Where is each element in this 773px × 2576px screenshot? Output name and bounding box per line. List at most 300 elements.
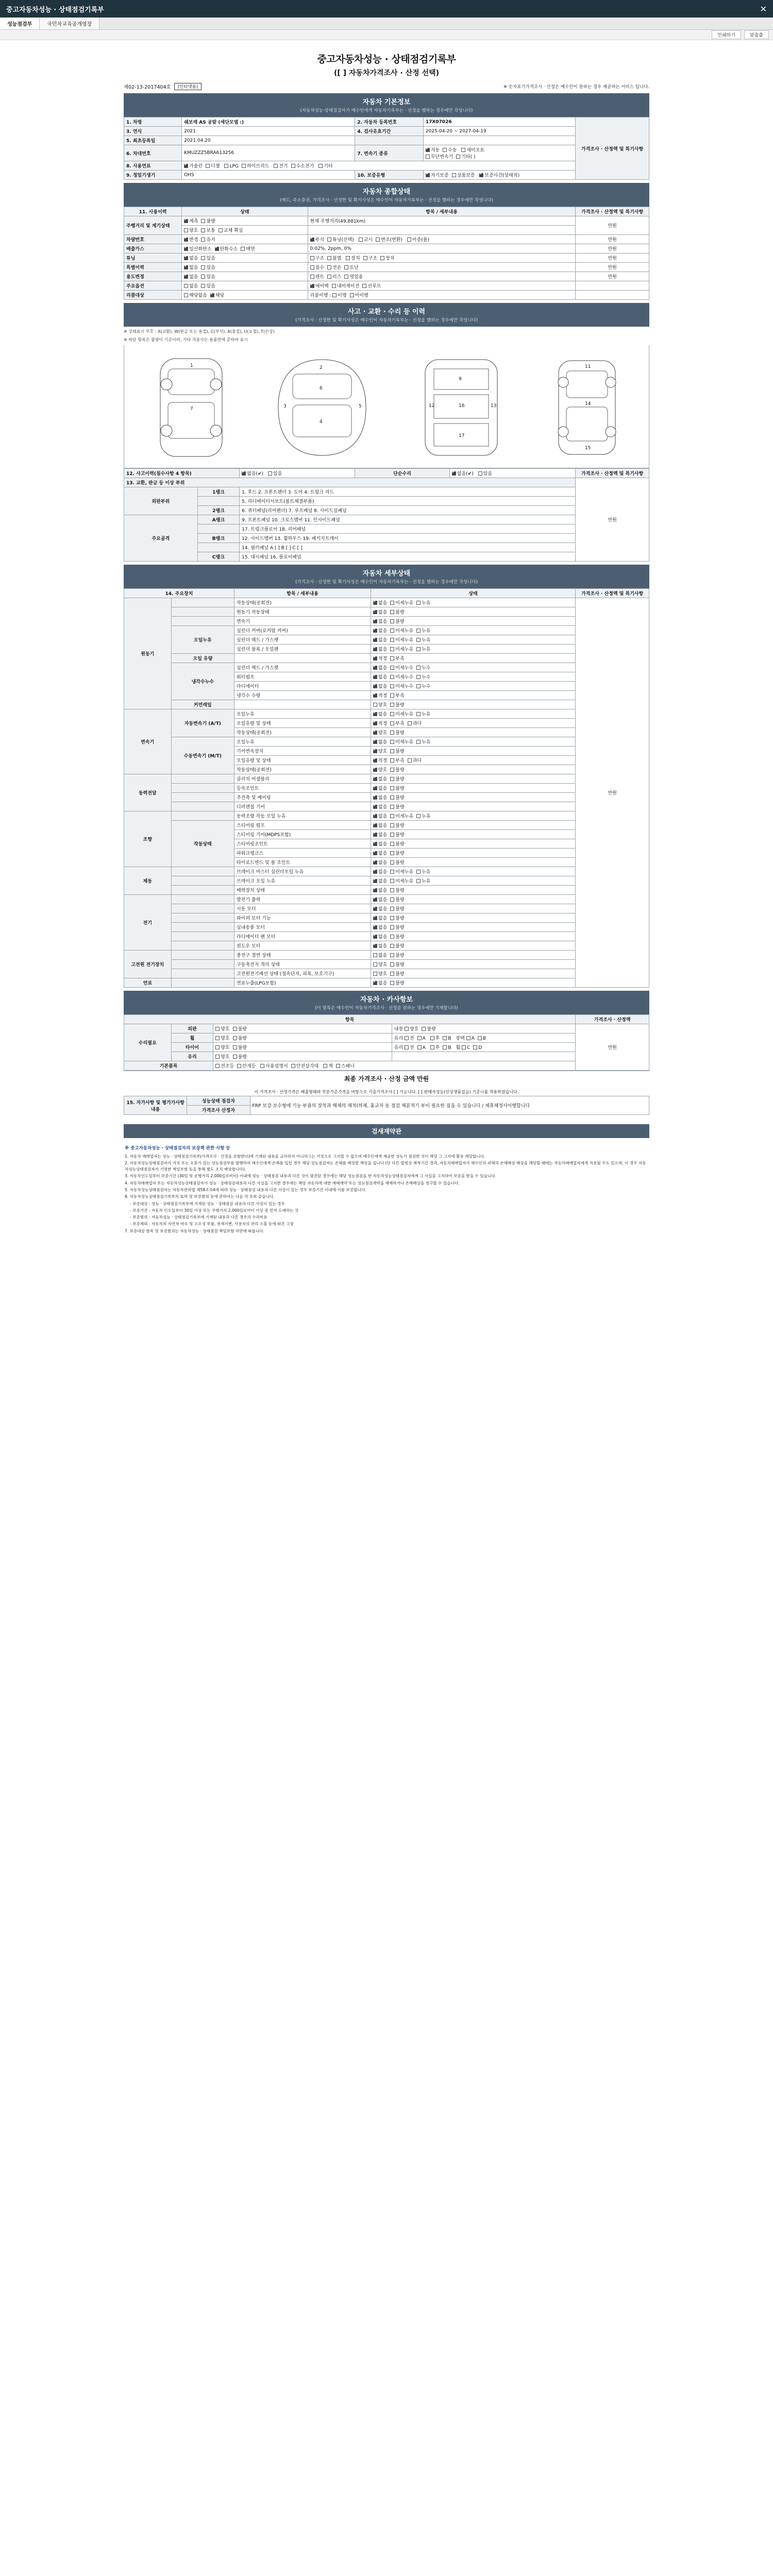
state-cell: [371, 747, 575, 756]
section-condition-header: [124, 565, 649, 588]
state-cell: [371, 672, 575, 682]
state-option[interactable]: 양호: [373, 701, 387, 708]
state-option[interactable]: ✔ 적정: [373, 692, 387, 699]
state-cell: [371, 904, 575, 913]
item-label: 작동상태(공회전): [234, 598, 371, 607]
state-option[interactable]: 미세누유: [390, 877, 413, 884]
state-option[interactable]: 누유: [416, 646, 430, 652]
state-option[interactable]: ✔ 양호: [373, 748, 387, 754]
row-label: 15. 자가사항 및 평가가사항 내용: [124, 1096, 187, 1115]
svg-text:7: 7: [190, 406, 193, 412]
checkbox-icon[interactable]: [373, 953, 377, 957]
checkbox-icon[interactable]: [373, 684, 377, 688]
checkbox-icon[interactable]: [373, 629, 377, 633]
fit-button[interactable]: 맞춤출: [744, 30, 769, 39]
checkbox-icon[interactable]: [390, 721, 394, 725]
checkbox-icon[interactable]: [416, 601, 421, 605]
state-option[interactable]: 불량: [390, 775, 404, 782]
state-option[interactable]: 미세누유: [390, 868, 413, 875]
checkbox-icon[interactable]: [390, 656, 394, 660]
state-option[interactable]: 미세누수: [390, 683, 413, 689]
checkbox-icon[interactable]: [373, 907, 377, 911]
checkbox-icon[interactable]: [416, 740, 421, 744]
sub-label: 가격조사 산정자: [187, 1106, 250, 1115]
state-option[interactable]: ✔ 없음: [373, 933, 387, 940]
checkbox-icon[interactable]: [390, 962, 394, 967]
state-option[interactable]: ✔ 양호: [373, 729, 387, 736]
checkbox-icon[interactable]: [373, 851, 377, 855]
state-option[interactable]: 불량: [390, 748, 404, 754]
checkbox-icon[interactable]: [416, 712, 421, 716]
state-option[interactable]: 불량: [390, 822, 404, 828]
state-option[interactable]: ✔ 적정: [373, 720, 387, 726]
state-option[interactable]: ✔ 없음: [373, 636, 387, 643]
state-option[interactable]: 불량: [390, 785, 404, 791]
state-option[interactable]: 불량: [390, 905, 404, 912]
checkbox-icon[interactable]: [373, 638, 377, 642]
checkbox-icon[interactable]: [373, 610, 377, 614]
group-label: 원동기: [124, 598, 172, 709]
state-option[interactable]: 불량: [390, 794, 404, 801]
item-label: 배력장치 상태: [234, 886, 371, 895]
checkbox-icon[interactable]: [390, 805, 394, 809]
item-label: 시동 모터: [234, 904, 371, 913]
checkbox-icon[interactable]: [390, 972, 394, 976]
checkbox-icon[interactable]: [373, 601, 377, 605]
state-cell: ✔ 변경 유지: [182, 235, 308, 244]
state-cell: [371, 691, 575, 700]
state-cell: [371, 895, 575, 904]
fuel-options: ✔ 가솔린 디젤 LPG 하이브리드 전기 수소전기 기타: [182, 161, 576, 171]
state-option[interactable]: ✔ 없음: [373, 710, 387, 717]
checkbox-icon[interactable]: [390, 777, 394, 781]
checkbox-icon[interactable]: [373, 842, 377, 846]
state-option[interactable]: 불량: [390, 979, 404, 986]
state-option[interactable]: 누유: [416, 868, 430, 875]
checkbox-icon[interactable]: [373, 897, 377, 902]
state-option[interactable]: ✔ 없음: [373, 673, 387, 680]
field-value: 2021.04.20: [182, 136, 355, 145]
state-option[interactable]: 부족: [390, 692, 404, 699]
field-value: 2021: [182, 127, 355, 136]
checkbox-icon[interactable]: [390, 712, 394, 716]
state-cell: [371, 719, 575, 728]
state-option[interactable]: 불량: [390, 850, 404, 856]
state-option[interactable]: ✔ 없음: [373, 979, 387, 986]
state-option[interactable]: ✔ 없음: [373, 859, 387, 866]
table-row: [124, 263, 649, 272]
state-option[interactable]: 미세누유: [390, 627, 413, 634]
sub-group-label: 오일누유: [171, 626, 234, 654]
state-option[interactable]: ✔ 없음: [373, 794, 387, 801]
table-row: [124, 654, 649, 663]
checkbox-icon[interactable]: [390, 740, 394, 744]
item-label: 실린더 헤드 / 가스켓: [234, 663, 371, 672]
state-option[interactable]: 불량: [390, 729, 404, 736]
state-option[interactable]: ✔ 없음: [373, 877, 387, 884]
checkbox-icon[interactable]: [390, 981, 394, 985]
table-row: [124, 802, 649, 811]
section-basic-header: [124, 93, 649, 117]
checkbox-icon[interactable]: [373, 731, 377, 735]
state-option[interactable]: ✔ 적정: [373, 655, 387, 662]
option-label: 없음(✔): [247, 471, 264, 477]
svg-text:14: 14: [585, 401, 591, 406]
section-title: 자동차 · 카사항보: [360, 996, 413, 1004]
checkbox-icon[interactable]: [390, 851, 394, 855]
checkbox-icon[interactable]: [390, 758, 394, 762]
checkbox-icon[interactable]: [390, 823, 394, 827]
state-option[interactable]: 누유: [416, 812, 430, 819]
checkbox-icon[interactable]: [373, 619, 377, 623]
state-option[interactable]: ✔ 없음: [373, 803, 387, 810]
checkbox-icon[interactable]: [408, 758, 412, 762]
state-option[interactable]: 미세누유: [390, 599, 413, 606]
checkbox-icon[interactable]: [390, 935, 394, 939]
checkbox-icon[interactable]: [390, 619, 394, 623]
checkbox-icon[interactable]: [390, 786, 394, 790]
state-option[interactable]: 미세누유: [390, 646, 413, 652]
legal-item: 5. 자동차성능상태점검자는 자동차관리법 제58조의4에 따라 성능 · 상태점검 내용과 다른 사실이 있는 경우 보증기간 이내에 이를 보증합니다.: [125, 1188, 366, 1192]
state-option[interactable]: ✔ 없음: [373, 905, 387, 912]
tier-label: 2랭크: [197, 506, 240, 515]
item-label: 연료누출(LPG포함): [234, 978, 371, 988]
table-row: [124, 1024, 649, 1033]
item-label: [234, 654, 371, 663]
section-accident-header: [124, 303, 649, 327]
option-label: 없음(✔): [457, 471, 474, 477]
simple-repair-label: 단순수리: [355, 469, 449, 478]
svg-text:12: 12: [428, 403, 435, 409]
state-option[interactable]: ✔ 없음: [373, 812, 387, 819]
state-option[interactable]: 불량: [390, 618, 404, 624]
checkbox-icon[interactable]: [390, 953, 394, 957]
checkbox-icon[interactable]: [390, 684, 394, 688]
checkbox-icon[interactable]: [373, 703, 377, 707]
state-option[interactable]: 누수: [416, 683, 430, 689]
state-option[interactable]: 불량: [390, 924, 404, 930]
state-cell: [371, 821, 575, 830]
state-option[interactable]: ✔ 없음: [373, 599, 387, 606]
item-label: [234, 700, 371, 709]
checkbox-icon[interactable]: [373, 833, 377, 837]
sub-group-label: 작동상태: [171, 821, 234, 867]
item-label: 라디에이터 팬 모터: [234, 932, 371, 941]
state-cell: ✔ 일산화탄소 ✔ 탄화수소 매연: [182, 244, 308, 253]
svg-text:15: 15: [585, 446, 591, 451]
tier-label: C랭크: [197, 552, 240, 562]
state-option[interactable]: ✔ 없음: [373, 822, 387, 828]
checkbox-icon[interactable]: [373, 749, 377, 753]
checkbox-icon[interactable]: [373, 916, 377, 920]
item-label: 변속기: [234, 617, 371, 626]
checkbox-icon[interactable]: [373, 860, 377, 865]
checkbox-icon[interactable]: [390, 749, 394, 753]
checkbox-icon[interactable]: [416, 638, 421, 642]
state-option[interactable]: 불량: [390, 952, 404, 958]
col-state: 상태: [182, 207, 308, 216]
checkbox-icon[interactable]: [390, 666, 394, 670]
state-option[interactable]: 미세누수: [390, 664, 413, 671]
state-option[interactable]: 누유: [416, 738, 430, 745]
state-option[interactable]: ✔ 없음: [373, 924, 387, 930]
field-label: 8. 사용연료: [124, 161, 182, 171]
legal-item: 1. 자동차 매매업자는 성능 · 상태점검기록부(가격조사 · 산정을 포함한다)에 기재된 내용을 교차하지 아니하고는 거짓으로 고지할 수 없으며 매수인에게 제공한 성능기 점검한 것이 해당 그 고지에 활용 해당합니다.: [125, 1154, 485, 1159]
checkbox-icon[interactable]: [373, 666, 377, 670]
svg-text:13: 13: [490, 403, 497, 409]
checkbox-icon[interactable]: [373, 786, 377, 790]
state-option[interactable]: 부족: [390, 655, 404, 662]
state-cell: [371, 709, 575, 719]
price-note: 만원: [576, 216, 649, 235]
state-cell: [371, 784, 575, 793]
state-option[interactable]: 불량: [390, 887, 404, 893]
checkbox-icon[interactable]: [416, 629, 421, 633]
checkbox-icon[interactable]: [373, 870, 377, 874]
checkbox-icon[interactable]: [416, 870, 421, 874]
state-option[interactable]: 불량: [390, 970, 404, 977]
right-label: 내장: [394, 1027, 404, 1032]
checkbox-icon[interactable]: [373, 777, 377, 781]
print-button[interactable]: 인쇄하기: [712, 30, 741, 39]
checkbox-icon[interactable]: [390, 703, 394, 707]
state-cell: [371, 867, 575, 876]
checkbox-icon[interactable]: [373, 944, 377, 948]
car-diagram-row: [124, 350, 649, 465]
checkbox-icon[interactable]: [373, 814, 377, 818]
tier-label: 1랭크: [197, 487, 240, 497]
state-option[interactable]: 없음: [373, 952, 387, 958]
checkbox-icon[interactable]: [390, 897, 394, 902]
table-row: [124, 253, 649, 263]
state-option[interactable]: 미세누유: [390, 710, 413, 717]
state-option[interactable]: 누유: [416, 636, 430, 643]
checkbox-icon[interactable]: [373, 879, 377, 883]
price-note: 만원: [576, 244, 649, 253]
checkbox-icon[interactable]: [373, 981, 377, 985]
state-option[interactable]: 미세누수: [390, 673, 413, 680]
checkbox-icon[interactable]: [373, 925, 377, 929]
checkbox-icon[interactable]: [390, 944, 394, 948]
checkbox-icon[interactable]: [373, 805, 377, 809]
state-option[interactable]: 양호: [373, 961, 387, 968]
checkbox-icon[interactable]: [390, 675, 394, 679]
state-option[interactable]: 미세누유: [390, 738, 413, 745]
option-label: 있음: [273, 471, 282, 477]
car-chassis-view-icon: [402, 353, 520, 462]
checkbox-icon[interactable]: [390, 879, 394, 883]
state-cell: [371, 774, 575, 784]
checkbox-icon[interactable]: [373, 647, 377, 651]
sub-group-label: [171, 811, 234, 821]
state-option[interactable]: ✔ 없음: [373, 618, 387, 624]
item-label: 등속조인트: [234, 784, 371, 793]
detail-cell: ✔ 에어백 내비게이션 선루프: [308, 281, 576, 291]
checkbox-icon[interactable]: [390, 925, 394, 929]
checkbox-icon[interactable]: [416, 666, 421, 670]
checkbox-icon[interactable]: [416, 684, 421, 688]
state-option[interactable]: 불량: [390, 701, 404, 708]
checkbox-icon[interactable]: [390, 638, 394, 642]
state-option[interactable]: ✔ 없음: [373, 887, 387, 893]
checkbox-icon[interactable]: [390, 629, 394, 633]
state-cell: [371, 876, 575, 886]
table-row: [124, 1052, 649, 1061]
state-option[interactable]: 미세누유: [390, 636, 413, 643]
checkbox-icon[interactable]: [390, 795, 394, 800]
state-option[interactable]: 부족: [390, 757, 404, 764]
state-option[interactable]: 불량: [390, 933, 404, 940]
state-option[interactable]: 누수: [416, 664, 430, 671]
checkbox-icon[interactable]: [390, 888, 394, 892]
group-label: 전기: [124, 895, 172, 951]
checkbox-icon[interactable]: [373, 693, 377, 698]
group-label: 주요골격: [124, 515, 198, 562]
state-option[interactable]: ✔ 없음: [373, 738, 387, 745]
state-cell: [371, 700, 575, 709]
state-option[interactable]: ✔ 없음: [373, 942, 387, 949]
state-option[interactable]: ✔ 없음: [373, 831, 387, 838]
state-option[interactable]: ✔ 없음: [373, 868, 387, 875]
state-option[interactable]: 양호: [373, 970, 387, 977]
state-cell: 양호 보통 교체 확실: [182, 226, 308, 235]
checkbox-icon[interactable]: [390, 860, 394, 865]
checkbox-icon[interactable]: [390, 833, 394, 837]
state-option[interactable]: 누유: [416, 627, 430, 634]
checkbox-icon[interactable]: [416, 675, 421, 679]
state-option[interactable]: 불량: [390, 942, 404, 949]
checkbox-icon[interactable]: [373, 768, 377, 772]
checkbox-icon[interactable]: [416, 879, 421, 883]
state-option[interactable]: ✔ 없음: [373, 683, 387, 689]
state-option[interactable]: 불량: [390, 840, 404, 847]
checkbox-icon[interactable]: [416, 814, 421, 818]
row-label: 주요옵션: [124, 281, 182, 291]
checkbox-icon[interactable]: [373, 823, 377, 827]
state-option[interactable]: ✔ 없음: [373, 850, 387, 856]
table-row: [124, 281, 649, 291]
checkbox-icon[interactable]: [390, 870, 394, 874]
checkbox-icon[interactable]: [390, 768, 394, 772]
state-option[interactable]: 과다: [408, 757, 422, 764]
state-option[interactable]: 불량: [390, 608, 404, 615]
item-label: 파워크랭크스: [234, 849, 371, 858]
table-row: [124, 543, 649, 552]
sub-group-label: [171, 886, 234, 895]
state-cell: [371, 598, 575, 607]
state-option[interactable]: ✔ 없음: [373, 840, 387, 847]
detail-cell: 렌트 리스 영업용: [308, 272, 576, 281]
checkbox-icon[interactable]: [390, 731, 394, 735]
checkbox-icon[interactable]: [373, 935, 377, 939]
state-cell: 양호 불량: [213, 1043, 392, 1052]
checkbox-icon[interactable]: [373, 795, 377, 800]
row-label: 기본품목: [124, 1061, 213, 1071]
table-row: [124, 552, 649, 562]
state-option[interactable]: 누수: [416, 673, 430, 680]
state-option[interactable]: 누유: [416, 710, 430, 717]
checkbox-icon[interactable]: [373, 888, 377, 892]
state-option[interactable]: 과다: [408, 720, 422, 726]
checkbox-icon[interactable]: [390, 907, 394, 911]
state-option[interactable]: 불량: [390, 831, 404, 838]
field-value: OHS: [182, 171, 355, 180]
state-cell: [371, 682, 575, 691]
checkbox-icon[interactable]: [390, 916, 394, 920]
table-row: [124, 663, 649, 672]
checkbox-icon[interactable]: [390, 693, 394, 698]
sub-group-label: [171, 617, 234, 626]
checkbox-icon[interactable]: [373, 721, 377, 725]
tab-secondary[interactable]: [40, 18, 99, 29]
checkbox-icon[interactable]: [373, 962, 377, 967]
price-note: 만원: [576, 478, 649, 562]
table-row: [124, 487, 649, 497]
price-note: 만원: [576, 1024, 649, 1071]
item-label: 실린더 헤드 / 가스켓: [234, 635, 371, 645]
checkbox-icon[interactable]: [373, 675, 377, 679]
price-note: 만원: [576, 272, 649, 281]
checkbox-icon[interactable]: [408, 721, 412, 725]
checkbox-icon[interactable]: [390, 601, 394, 605]
tab-performance-report[interactable]: [0, 18, 40, 29]
checkbox-icon[interactable]: [373, 740, 377, 744]
state-option[interactable]: ✔ 적정: [373, 757, 387, 764]
state-option[interactable]: 불량: [390, 961, 404, 968]
state-option[interactable]: 불량: [390, 896, 404, 903]
state-option[interactable]: ✔ 없음: [373, 646, 387, 652]
state-option[interactable]: 불량: [390, 803, 404, 810]
checkbox-icon[interactable]: [373, 656, 377, 660]
state-option[interactable]: 불량: [390, 859, 404, 866]
state-option[interactable]: ✔ 없음: [373, 896, 387, 903]
state-option[interactable]: ✔ 없음: [373, 608, 387, 615]
state-option[interactable]: ✔ 없음: [373, 914, 387, 921]
state-option[interactable]: ✔ 없음: [373, 627, 387, 634]
legal-item: 2. 자동차성능상태점검자가 거짓 또는 오류가 있는 성능점검부를 발행하여 매수인에게 손해를 입힌 경우 해당 성능점검자는 손해를 배상할 책임을 집니다 (단 다른 법령상 제척기간 경과, 자동차매매업자가 매수인의 피해의 손해배상 배상을 해당할 때에는 자동차매매업자에게 적용될 수도 있으며, 이 경우 자동차성능상태점검자가 기명한 책임보험 등을 통해 별도 조치 배상합니다).: [125, 1161, 646, 1172]
window-title-bar: [0, 0, 773, 18]
state-option[interactable]: 미세누유: [390, 812, 413, 819]
state-option[interactable]: 누유: [416, 877, 430, 884]
checkbox-icon[interactable]: [390, 610, 394, 614]
state-option[interactable]: 불량: [390, 914, 404, 921]
state-cell: 양호 불량: [213, 1033, 392, 1043]
table-row: [124, 1096, 649, 1106]
close-icon[interactable]: ✕: [760, 4, 767, 14]
checkbox-icon[interactable]: [373, 972, 377, 976]
state-option[interactable]: ✔ 양호: [373, 766, 387, 773]
overall-state-table: [124, 207, 649, 300]
state-cell: [371, 737, 575, 747]
state-option[interactable]: 누유: [416, 599, 430, 606]
state-option[interactable]: ✔ 없음: [373, 664, 387, 671]
row-label: 리콜대상: [124, 291, 182, 300]
checkbox-icon[interactable]: [373, 758, 377, 762]
state-option[interactable]: ✔ 없음: [373, 775, 387, 782]
state-option[interactable]: 불량: [390, 766, 404, 773]
state-cell: [392, 1052, 576, 1061]
state-option[interactable]: ✔ 없음: [373, 785, 387, 791]
sub-group-label: [171, 784, 234, 793]
item-label: 원동기 작동상태: [234, 607, 371, 617]
state-option[interactable]: 부족: [390, 720, 404, 726]
checkbox-icon[interactable]: [416, 647, 421, 651]
inspector-note-text: FRP 보강·보수형에 기능 부품의 장착과 해체의 체적(하체, 홈교차 동 점검 체분적기 부이 필요한 집을 수 있습니다 / 제휴체경사이행합니다: [250, 1096, 649, 1115]
checkbox-icon[interactable]: [390, 647, 394, 651]
checkbox-icon[interactable]: [390, 842, 394, 846]
checkbox-icon[interactable]: [373, 712, 377, 716]
checkbox-icon[interactable]: [390, 814, 394, 818]
